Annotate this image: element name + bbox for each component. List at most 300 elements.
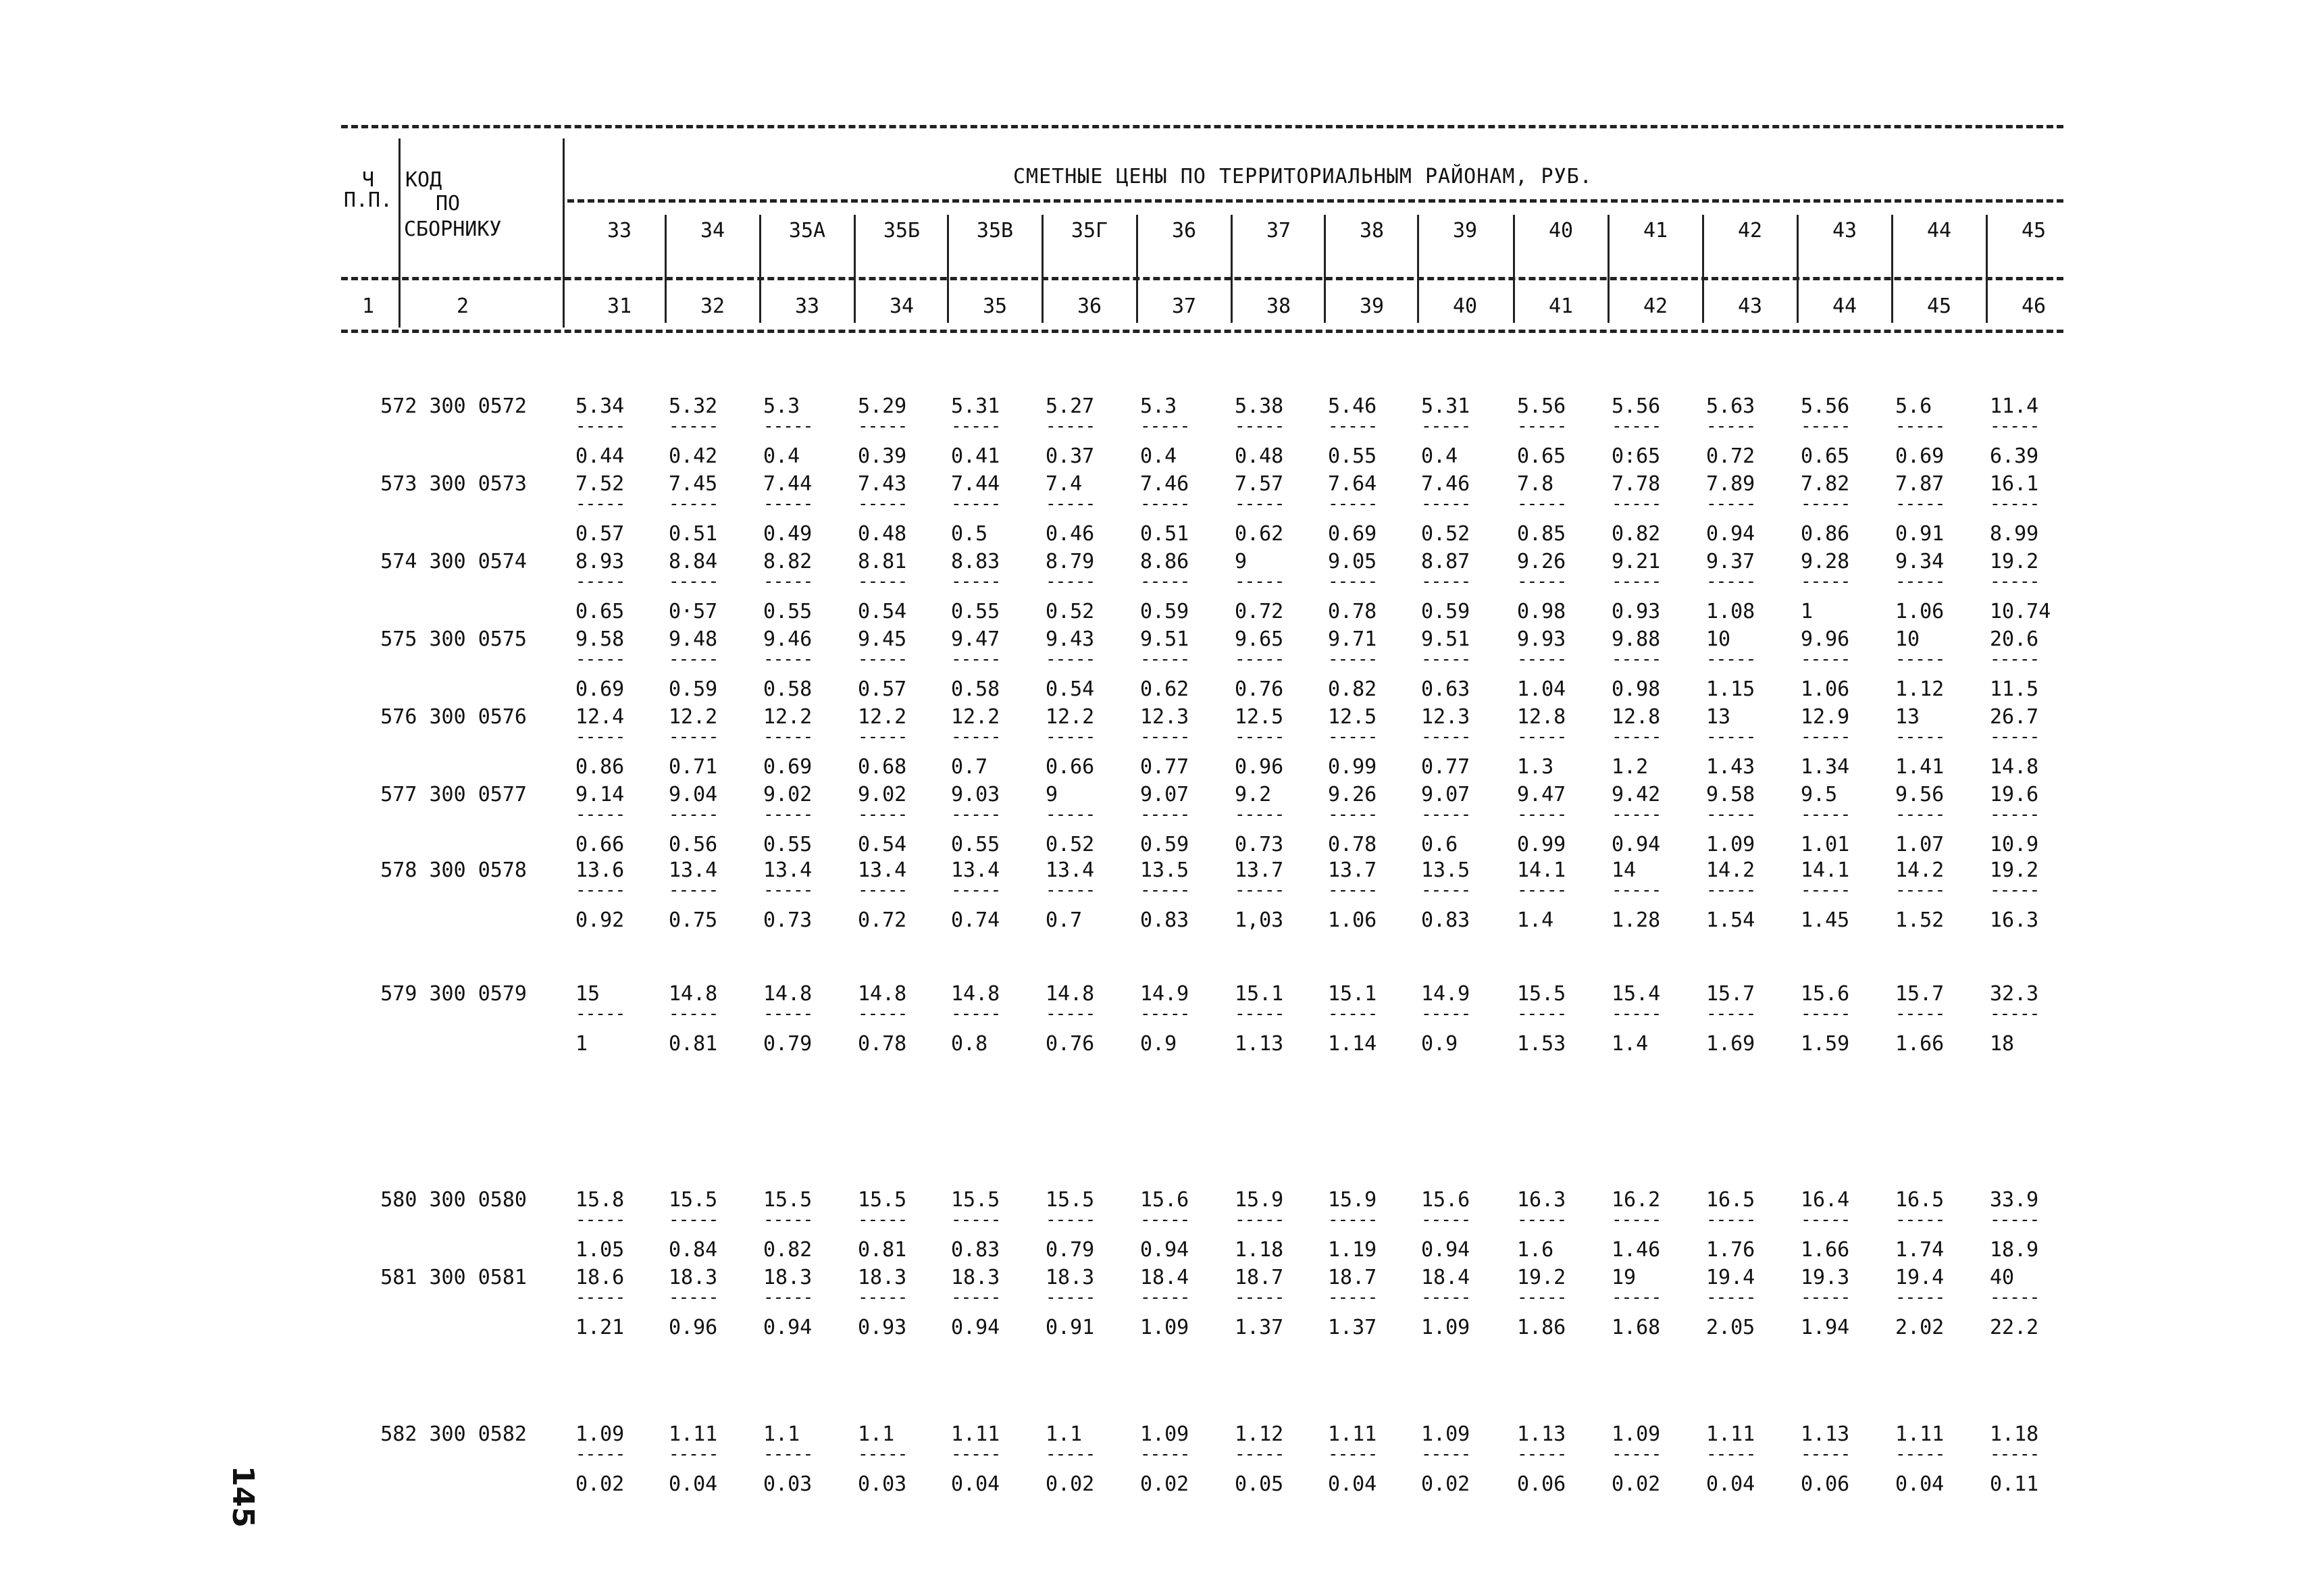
price-value: 5.29 [858,394,907,418]
fraction-separator: ----- [763,416,813,436]
price-value: 18.6 [575,1266,625,1289]
price-sub-value: 0.59 [1140,833,1189,856]
price-sub-value: 1.69 [1706,1032,1755,1056]
fraction-separator: ----- [1517,416,1567,436]
price-sub-value: 1.05 [575,1238,625,1262]
price-value: 9.88 [1612,627,1661,651]
fraction-separator: ----- [1328,649,1378,669]
fraction-separator: ----- [1517,1287,1567,1308]
price-value: 18.3 [858,1266,907,1289]
price-sub-value: 0.65 [1801,444,1850,468]
price-sub-value: 0.9 [1421,1032,1458,1056]
price-sub-value: 0.86 [1801,522,1850,546]
fraction-separator: ----- [858,1287,908,1308]
price-sub-value: 0.94 [1421,1238,1470,1262]
price-value: 15.5 [1517,982,1566,1006]
price-value: 9.04 [669,783,718,806]
price-value: 5.56 [1517,394,1566,418]
fraction-separator: ----- [1235,571,1285,592]
price-value: 9.46 [763,627,813,651]
fraction-separator: ----- [1706,804,1756,825]
price-sub-value: 0.55 [1328,444,1377,468]
index-cell-4: 32 [700,294,725,318]
price-sub-value: 0.42 [669,444,718,468]
price-sub-value: 1.19 [1328,1238,1377,1262]
price-value: 18.4 [1421,1266,1470,1289]
index-cell-1: 1 [361,294,375,318]
index-cell-10: 38 [1266,294,1291,318]
price-sub-value: 16.3 [1990,908,2039,932]
price-value: 5.31 [951,394,1000,418]
price-sub-value: 0.68 [858,755,907,779]
price-value: 12.2 [669,705,718,729]
col-num-header-1: Ч [361,168,375,192]
price-value: 18.3 [951,1266,1000,1289]
price-sub-value: 0.93 [858,1316,907,1339]
price-value: 12.8 [1517,705,1566,729]
price-value: 9.96 [1801,627,1850,651]
price-value: 10 [1895,627,1920,651]
price-value: 15.4 [1612,982,1661,1006]
region-divider [1231,215,1233,323]
price-value: 7.89 [1706,472,1755,496]
price-sub-value: 0.6 [1421,833,1458,856]
price-value: 1.13 [1801,1422,1850,1446]
price-sub-value: 1.14 [1328,1032,1377,1056]
price-sub-value: 0.55 [951,600,1000,623]
fraction-separator: ----- [669,880,719,900]
price-value: 1.13 [1517,1422,1566,1446]
price-value: 8.84 [669,550,718,573]
region-header-11: 40 [1548,219,1574,242]
fraction-separator: ----- [1517,1004,1567,1024]
price-sub-value: 1.59 [1801,1032,1850,1056]
fraction-separator: ----- [858,649,908,669]
fraction-separator: ----- [1801,727,1851,747]
fraction-separator: ----- [858,416,908,436]
price-sub-value: 0.66 [1046,755,1095,779]
fraction-separator: ----- [1235,804,1285,825]
price-value: 1.12 [1235,1422,1284,1446]
price-sub-value: 0.06 [1517,1472,1566,1496]
fraction-separator: ----- [1990,1287,2040,1308]
price-sub-value: 1.01 [1801,833,1850,856]
price-value: 15.5 [763,1188,813,1212]
price-sub-value: 0:65 [1612,444,1661,468]
price-value: 14.9 [1421,982,1470,1006]
price-sub-value: 0.69 [1328,522,1377,546]
fraction-separator: ----- [575,571,625,592]
price-value: 16.3 [1517,1188,1566,1212]
price-sub-value: 0.49 [763,522,813,546]
region-header-5: 35В [976,219,1014,242]
region-divider [665,215,667,323]
price-value: 8.86 [1140,550,1189,573]
price-value: 9.5 [1801,783,1838,806]
fraction-separator: ----- [575,1210,625,1230]
price-value: 13.5 [1421,858,1470,882]
fraction-separator: ----- [669,1210,719,1230]
price-value: 7.57 [1235,472,1284,496]
fraction-separator: ----- [1140,804,1190,825]
row-label: 578 300 0578 [380,858,527,882]
row-label: 574 300 0574 [380,550,527,573]
price-sub-value: 0.58 [951,677,1000,701]
fraction-separator: ----- [951,1444,1001,1464]
price-value: 1.1 [858,1422,895,1446]
price-sub-value: 1.66 [1895,1032,1945,1056]
fraction-separator: ----- [763,1210,813,1230]
fraction-separator: ----- [1990,494,2040,514]
fraction-separator: ----- [1421,804,1471,825]
fraction-separator: ----- [1801,416,1851,436]
price-sub-value: 1.2 [1612,755,1649,779]
price-sub-value: 1.21 [575,1316,625,1339]
price-value: 7.82 [1801,472,1850,496]
price-value: 14.8 [1046,982,1095,1006]
fraction-separator: ----- [1612,1004,1662,1024]
price-value: 15.1 [1328,982,1377,1006]
fraction-separator: ----- [1421,571,1471,592]
page-number: 145 [226,1466,260,1528]
fraction-separator: ----- [1895,1004,1945,1024]
price-value: 19.3 [1801,1266,1850,1289]
fraction-separator: ----- [669,1004,719,1024]
price-sub-value: 8.99 [1990,522,2039,546]
price-value: 11.4 [1990,394,2039,418]
price-sub-value: 0.54 [858,600,907,623]
fraction-separator: ----- [1235,880,1285,900]
price-value: 8.93 [575,550,625,573]
price-value: 19.4 [1895,1266,1945,1289]
index-cell-16: 44 [1832,294,1857,318]
price-sub-value: 0.83 [1421,908,1470,932]
price-value: 8.79 [1046,550,1095,573]
price-value: 13.5 [1140,858,1189,882]
price-sub-value: 0.65 [1517,444,1566,468]
fraction-separator: ----- [1895,1287,1945,1308]
price-sub-value: 0.44 [575,444,625,468]
row-label: 575 300 0575 [380,627,527,651]
price-value: 7.87 [1895,472,1945,496]
fraction-separator: ----- [1612,727,1662,747]
price-sub-value: 1.04 [1517,677,1566,701]
price-value: 12.3 [1140,705,1189,729]
fraction-separator: ----- [1421,1210,1471,1230]
region-divider [1136,215,1138,323]
price-sub-value: 0.04 [951,1472,1000,1496]
fraction-separator: ----- [575,880,625,900]
fraction-separator: ----- [1612,1444,1662,1464]
fraction-separator: ----- [1706,649,1756,669]
price-sub-value: 0.04 [669,1472,718,1496]
price-sub-value: 2.05 [1706,1316,1755,1339]
price-value: 10 [1706,627,1731,651]
fraction-separator: ----- [1895,649,1945,669]
price-sub-value: 1.43 [1706,755,1755,779]
price-sub-value: 1.76 [1706,1238,1755,1262]
price-sub-value: 1.41 [1895,755,1945,779]
price-sub-value: 0.75 [669,908,718,932]
fraction-separator: ----- [858,1004,908,1024]
price-sub-value: 0.04 [1895,1472,1945,1496]
fraction-separator: ----- [1895,727,1945,747]
price-value: 9 [1046,783,1058,806]
price-value: 9.21 [1612,550,1661,573]
price-value: 19 [1612,1266,1637,1289]
fraction-separator: ----- [1235,727,1285,747]
price-value: 15.6 [1801,982,1850,1006]
price-sub-value: 1.4 [1517,908,1554,932]
price-value: 14.1 [1517,858,1566,882]
fraction-separator: ----- [575,1444,625,1464]
price-sub-value: 0.02 [1046,1472,1095,1496]
price-value: 26.7 [1990,705,2039,729]
price-sub-value: 0.51 [1140,522,1189,546]
price-sub-value: 0.83 [1140,908,1189,932]
price-value: 5.27 [1046,394,1095,418]
price-value: 18.3 [669,1266,718,1289]
price-sub-value: 1.66 [1801,1238,1850,1262]
fraction-separator: ----- [1328,727,1378,747]
price-sub-value: 0.82 [1612,522,1661,546]
price-value: 1.11 [951,1422,1000,1446]
fraction-separator: ----- [1328,494,1378,514]
price-sub-value: 0.58 [763,677,813,701]
price-value: 16.5 [1895,1188,1945,1212]
fraction-separator: ----- [1421,880,1471,900]
region-header-1: 33 [607,219,632,242]
price-value: 9.47 [951,627,1000,651]
price-value: 13 [1706,705,1731,729]
fraction-separator: ----- [1990,1004,2040,1024]
index-cell-15: 43 [1737,294,1763,318]
price-value: 9.02 [858,783,907,806]
price-sub-value: 0.78 [1328,833,1377,856]
price-value: 9.51 [1421,627,1470,651]
price-value: 19.2 [1990,858,2039,882]
price-sub-value: 1.09 [1421,1316,1470,1339]
price-value: 12.4 [575,705,625,729]
fraction-separator: ----- [951,1287,1001,1308]
price-sub-value: 22.2 [1990,1316,2039,1339]
price-sub-value: 0.94 [951,1316,1000,1339]
region-header-16: 45 [2021,219,2047,242]
price-value: 18.7 [1235,1266,1284,1289]
fraction-separator: ----- [1895,1444,1945,1464]
price-value: 13.4 [858,858,907,882]
fraction-separator: ----- [858,494,908,514]
price-sub-value: 0.11 [1990,1472,2039,1496]
price-value: 7.46 [1421,472,1470,496]
price-value: 9.03 [951,783,1000,806]
price-sub-value: 0.06 [1801,1472,1850,1496]
price-sub-value: 0.78 [1328,600,1377,623]
price-value: 7.43 [858,472,907,496]
fraction-separator: ----- [1421,416,1471,436]
price-sub-value: 0.4 [763,444,800,468]
price-sub-value: 0.4 [1421,444,1458,468]
fraction-separator: ----- [1328,1444,1378,1464]
fraction-separator: ----- [1895,880,1945,900]
price-sub-value: 0.52 [1046,600,1095,623]
region-divider [1513,215,1515,323]
price-value: 9.02 [763,783,813,806]
fraction-separator: ----- [669,804,719,825]
fraction-separator: ----- [575,804,625,825]
fraction-separator: ----- [1517,880,1567,900]
index-cell-17: 45 [1926,294,1952,318]
fraction-separator: ----- [1895,571,1945,592]
price-sub-value: 0.02 [1140,1472,1189,1496]
region-header-3: 35А [788,219,826,242]
price-sub-value: 0.02 [1421,1472,1470,1496]
region-divider [854,215,856,323]
price-value: 19.2 [1517,1266,1566,1289]
price-sub-value: 1.09 [1706,833,1755,856]
fraction-separator: ----- [1140,1210,1190,1230]
price-value: 5.3 [1140,394,1177,418]
region-header-6: 35Г [1071,219,1108,242]
price-sub-value: 0.76 [1046,1032,1095,1056]
price-value: 18.3 [1046,1266,1095,1289]
fraction-separator: ----- [1235,1444,1285,1464]
fraction-separator: ----- [1801,880,1851,900]
price-sub-value: 0.94 [1706,522,1755,546]
price-value: 13.4 [1046,858,1095,882]
header-bottom-rule [341,330,2063,333]
price-sub-value: 0.55 [763,600,813,623]
price-value: 1.09 [575,1422,625,1446]
fraction-separator: ----- [1235,1287,1285,1308]
fraction-separator: ----- [1801,1287,1851,1308]
region-header-9: 38 [1359,219,1385,242]
col-num-header-2: П.П. [343,188,393,212]
price-value: 7.52 [575,472,625,496]
fraction-separator: ----- [1140,416,1190,436]
fraction-separator: ----- [1421,1287,1471,1308]
price-sub-value: 1.4 [1612,1032,1649,1056]
price-value: 19.6 [1990,783,2039,806]
price-sub-value: 0.5 [951,522,988,546]
fraction-separator: ----- [1046,1444,1096,1464]
price-value: 8.83 [951,550,1000,573]
fraction-separator: ----- [1140,880,1190,900]
fraction-separator: ----- [951,416,1001,436]
fraction-separator: ----- [1046,727,1096,747]
price-sub-value: 0.59 [1140,600,1189,623]
price-value: 5.31 [1421,394,1470,418]
row-label: 581 300 0581 [380,1266,527,1289]
fraction-separator: ----- [1140,1004,1190,1024]
price-sub-value: 0.92 [575,908,625,932]
fraction-separator: ----- [858,1444,908,1464]
fraction-separator: ----- [1612,416,1662,436]
price-sub-value: 0.69 [575,677,625,701]
price-sub-value: 0.51 [669,522,718,546]
price-value: 1.11 [1328,1422,1377,1446]
price-sub-value: 0.9 [1140,1032,1177,1056]
table-title: СМЕТНЫЕ ЦЕНЫ ПО ТЕРРИТОРИАЛЬНЫМ РАЙОНАМ, РУБ. [1013,165,1593,188]
price-value: 19.4 [1706,1266,1755,1289]
price-sub-value: 0.94 [1612,833,1661,856]
price-value: 15.8 [575,1188,625,1212]
price-sub-value: 0.48 [1235,444,1284,468]
fraction-separator: ----- [763,804,813,825]
price-value: 19.2 [1990,550,2039,573]
price-sub-value: 0.71 [669,755,718,779]
fraction-separator: ----- [1801,1210,1851,1230]
price-value: 1.18 [1990,1422,2039,1446]
fraction-separator: ----- [951,494,1001,514]
fraction-separator: ----- [1895,416,1945,436]
price-sub-value: 1 [1801,600,1814,623]
price-value: 7.46 [1140,472,1189,496]
price-sub-value: 14.8 [1990,755,2039,779]
price-value: 13.4 [669,858,718,882]
index-cell-13: 41 [1548,294,1574,318]
fraction-separator: ----- [1421,1444,1471,1464]
fraction-separator: ----- [1046,494,1096,514]
top-rule [341,125,2063,128]
price-value: 13 [1895,705,1920,729]
price-value: 5.56 [1801,394,1850,418]
fraction-separator: ----- [1421,727,1471,747]
price-sub-value: 0.41 [951,444,1000,468]
price-sub-value: 0.76 [1235,677,1284,701]
fraction-separator: ----- [1046,1004,1096,1024]
price-value: 15 [575,982,600,1006]
price-value: 14.1 [1801,858,1850,882]
fraction-separator: ----- [1706,416,1756,436]
fraction-separator: ----- [1046,1287,1096,1308]
price-sub-value: 0.02 [1612,1472,1661,1496]
price-value: 7.44 [763,472,813,496]
price-sub-value: 0.98 [1517,600,1566,623]
price-value: 5.38 [1235,394,1284,418]
price-value: 9.45 [858,627,907,651]
region-divider [1986,215,1988,323]
fraction-separator: ----- [1990,727,2040,747]
region-header-8: 37 [1266,219,1291,242]
fraction-separator: ----- [669,494,719,514]
row-label: 572 300 0572 [380,394,527,418]
fraction-separator: ----- [951,1004,1001,1024]
price-value: 7.4 [1046,472,1083,496]
fraction-separator: ----- [1328,571,1378,592]
price-value: 9 [1235,550,1248,573]
region-divider [947,215,949,323]
region-divider [1702,215,1704,323]
price-sub-value: 0.52 [1046,833,1095,856]
fraction-separator: ----- [1140,649,1190,669]
price-sub-value: 1.09 [1140,1316,1189,1339]
price-value: 9.28 [1801,550,1850,573]
fraction-separator: ----- [1517,571,1567,592]
price-sub-value: 1.53 [1517,1032,1566,1056]
fraction-separator: ----- [1235,649,1285,669]
fraction-separator: ----- [575,727,625,747]
fraction-separator: ----- [858,1210,908,1230]
price-sub-value: 0.83 [951,1238,1000,1262]
index-cell-5: 33 [794,294,820,318]
price-value: 15.5 [951,1188,1000,1212]
fraction-separator: ----- [763,1444,813,1464]
region-divider [1042,215,1044,323]
fraction-separator: ----- [1801,494,1851,514]
price-sub-value: 1.06 [1328,908,1377,932]
index-cell-11: 39 [1359,294,1385,318]
